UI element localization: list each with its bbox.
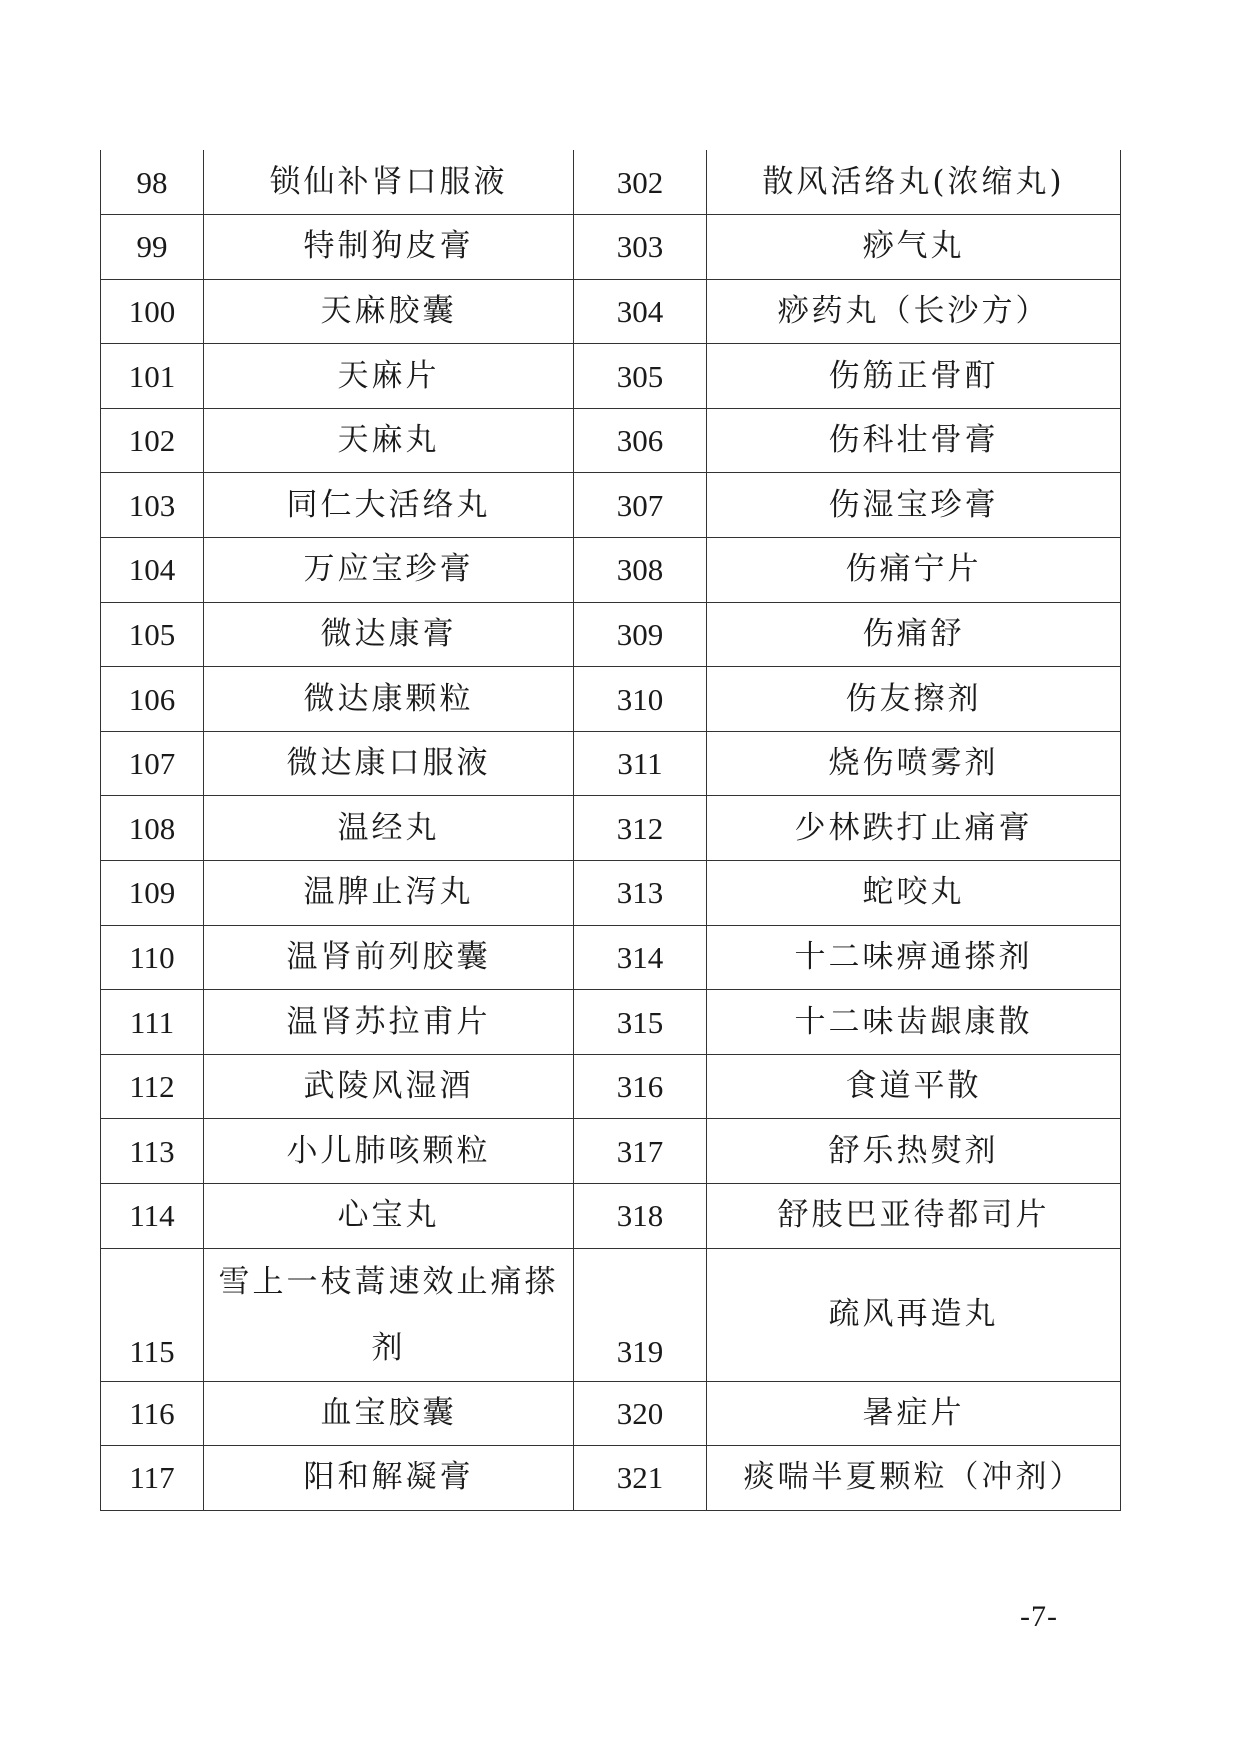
table-body (101, 150, 1121, 1510)
left-number-cell: 106 (101, 667, 204, 732)
left-name-cell: 锁仙补肾口服液 (204, 150, 574, 215)
right-name-cell: 伤科壮骨膏 (707, 408, 1121, 473)
left-number-cell: 100 (101, 279, 204, 344)
left-name-cell: 小儿肺咳颗粒 (204, 1119, 574, 1184)
right-name-cell: 蛇咬丸 (707, 861, 1121, 926)
right-number-cell: 303 (574, 215, 707, 280)
right-number-cell: 309 (574, 602, 707, 667)
left-number-cell: 108 (101, 796, 204, 861)
right-name-cell: 伤痛舒 (707, 602, 1121, 667)
right-name-cell: 暑症片 (707, 1381, 1121, 1446)
left-name-cell: 温经丸 (204, 796, 574, 861)
right-number-cell: 319 (574, 1248, 707, 1381)
right-number-cell: 312 (574, 796, 707, 861)
right-number-cell: 320 (574, 1381, 707, 1446)
table-row (101, 1248, 1121, 1381)
left-number-cell: 116 (101, 1381, 204, 1446)
table-row (101, 1119, 1121, 1184)
right-name-cell: 痰喘半夏颗粒（冲剂） (707, 1446, 1121, 1511)
table-row (101, 473, 1121, 538)
table-row (101, 408, 1121, 473)
right-name-cell: 舒肢巴亚待都司片 (707, 1184, 1121, 1249)
left-name-cell: 天麻胶囊 (204, 279, 574, 344)
left-name-cell: 阳和解凝膏 (204, 1446, 574, 1511)
left-name-cell: 微达康口服液 (204, 731, 574, 796)
right-name-cell: 散风活络丸(浓缩丸) (707, 150, 1121, 215)
table-row (101, 990, 1121, 1055)
left-name-cell: 同仁大活络丸 (204, 473, 574, 538)
table-row (101, 796, 1121, 861)
right-name-cell: 十二味齿龈康散 (707, 990, 1121, 1055)
table-row (101, 344, 1121, 409)
left-name-cell: 万应宝珍膏 (204, 538, 574, 603)
right-number-cell: 314 (574, 925, 707, 990)
left-number-cell: 102 (101, 408, 204, 473)
right-number-cell: 302 (574, 150, 707, 215)
left-name-cell: 微达康膏 (204, 602, 574, 667)
left-number-cell: 109 (101, 861, 204, 926)
table-row (101, 215, 1121, 280)
table-row (101, 731, 1121, 796)
right-number-cell: 318 (574, 1184, 707, 1249)
right-number-cell: 317 (574, 1119, 707, 1184)
table-row (101, 1054, 1121, 1119)
left-number-cell: 99 (101, 215, 204, 280)
right-number-cell: 310 (574, 667, 707, 732)
right-number-cell: 315 (574, 990, 707, 1055)
left-number-cell: 110 (101, 925, 204, 990)
table-row (101, 602, 1121, 667)
right-name-cell: 伤筋正骨酊 (707, 344, 1121, 409)
right-name-cell: 烧伤喷雾剂 (707, 731, 1121, 796)
left-name-cell: 特制狗皮膏 (204, 215, 574, 280)
table-row (101, 1446, 1121, 1511)
left-number-cell: 103 (101, 473, 204, 538)
right-number-cell: 313 (574, 861, 707, 926)
table-row (101, 1381, 1121, 1446)
right-name-cell: 伤友擦剂 (707, 667, 1121, 732)
left-name-cell: 心宝丸 (204, 1184, 574, 1249)
left-name-cell: 雪上一枝蒿速效止痛搽剂 (204, 1248, 574, 1381)
left-number-cell: 111 (101, 990, 204, 1055)
left-number-cell: 107 (101, 731, 204, 796)
table-row (101, 1184, 1121, 1249)
left-name-cell: 天麻片 (204, 344, 574, 409)
table-row (101, 667, 1121, 732)
right-name-cell: 少林跌打止痛膏 (707, 796, 1121, 861)
right-number-cell: 311 (574, 731, 707, 796)
right-number-cell: 304 (574, 279, 707, 344)
right-name-cell: 十二味痹通搽剂 (707, 925, 1121, 990)
left-name-cell: 微达康颗粒 (204, 667, 574, 732)
right-number-cell: 316 (574, 1054, 707, 1119)
left-number-cell: 117 (101, 1446, 204, 1511)
left-number-cell: 104 (101, 538, 204, 603)
left-name-cell: 温肾前列胶囊 (204, 925, 574, 990)
right-name-cell: 痧药丸（长沙方） (707, 279, 1121, 344)
page-number: -7- (1020, 1600, 1058, 1633)
left-number-cell: 113 (101, 1119, 204, 1184)
table-row (101, 925, 1121, 990)
left-number-cell: 114 (101, 1184, 204, 1249)
right-name-cell: 疏风再造丸 (707, 1248, 1121, 1381)
left-name-cell: 武陵风湿酒 (204, 1054, 574, 1119)
left-number-cell: 105 (101, 602, 204, 667)
table-row (101, 861, 1121, 926)
right-number-cell: 307 (574, 473, 707, 538)
left-number-cell: 98 (101, 150, 204, 215)
left-name-cell: 温脾止泻丸 (204, 861, 574, 926)
right-number-cell: 308 (574, 538, 707, 603)
right-number-cell: 321 (574, 1446, 707, 1511)
left-number-cell: 112 (101, 1054, 204, 1119)
left-name-cell: 温肾苏拉甫片 (204, 990, 574, 1055)
right-number-cell: 305 (574, 344, 707, 409)
drug-list-table (100, 150, 1121, 1511)
table-row (101, 538, 1121, 603)
right-name-cell: 食道平散 (707, 1054, 1121, 1119)
right-name-cell: 伤痛宁片 (707, 538, 1121, 603)
table-row (101, 279, 1121, 344)
left-number-cell: 115 (101, 1248, 204, 1381)
right-name-cell: 舒乐热熨剂 (707, 1119, 1121, 1184)
left-name-cell: 血宝胶囊 (204, 1381, 574, 1446)
right-name-cell: 痧气丸 (707, 215, 1121, 280)
table-row (101, 150, 1121, 215)
left-number-cell: 101 (101, 344, 204, 409)
left-name-cell: 天麻丸 (204, 408, 574, 473)
right-name-cell: 伤湿宝珍膏 (707, 473, 1121, 538)
right-number-cell: 306 (574, 408, 707, 473)
